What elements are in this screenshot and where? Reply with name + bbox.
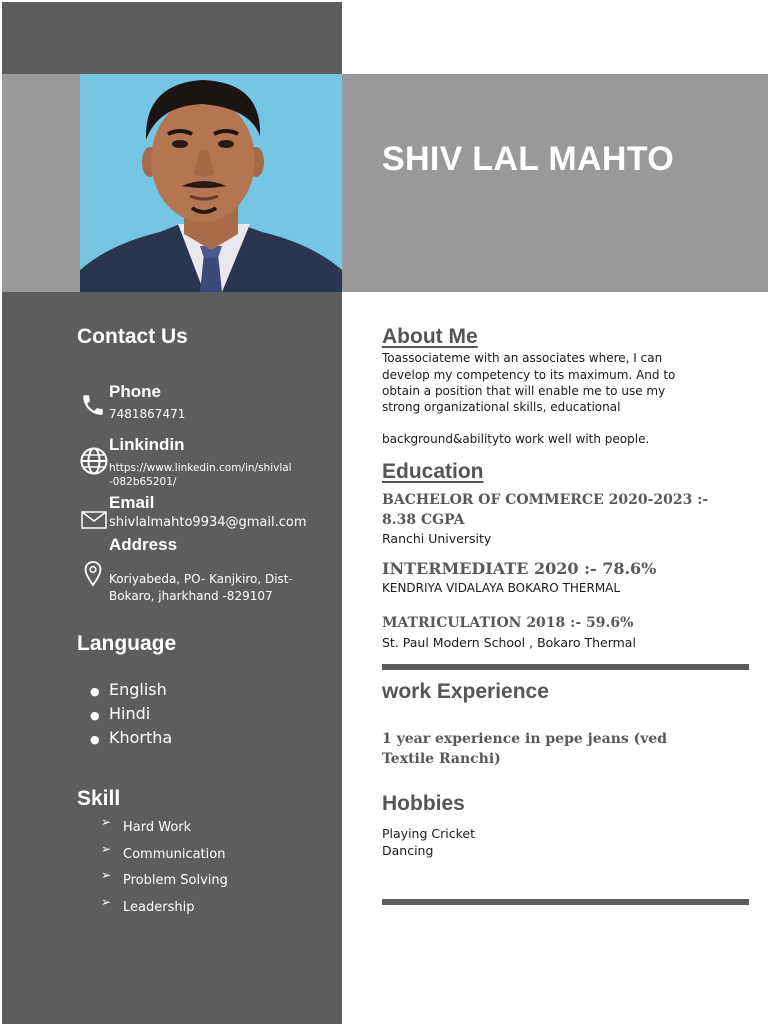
work-line: Textile Ranchi) [382, 751, 501, 767]
work-heading: work Experience [382, 680, 549, 703]
email-value[interactable]: shivlalmahto9934@gmail.com [109, 515, 307, 530]
about-line: obtain a position that will enable me to use my [382, 384, 666, 398]
language-item: English [109, 680, 167, 699]
contact-heading: Contact Us [77, 325, 188, 348]
matric-school: St. Paul Modern School , Bokaro Thermal [382, 635, 636, 650]
bachelor-title: BACHELOR OF COMMERCE 2020-2023 :- [382, 492, 709, 508]
linkedin-url-line1[interactable]: https://www.linkedin.com/in/shivlal [109, 462, 292, 474]
profile-photo [80, 74, 342, 292]
about-heading: About Me [382, 325, 478, 348]
skill-heading: Skill [77, 787, 121, 810]
skill-item: Communication [123, 847, 226, 862]
arrow-bullet-icon: ➢ [101, 815, 112, 829]
language-heading: Language [77, 632, 177, 655]
intermediate-school: KENDRIYA VIDALAYA BOKARO THERMAL [382, 581, 621, 595]
section-divider [382, 664, 749, 670]
arrow-bullet-icon: ➢ [101, 842, 112, 856]
skill-item: Hard Work [123, 820, 192, 835]
about-line: Toassociateme with an associates where, I can [382, 351, 663, 365]
about-line: develop my competency to its maximum. And to [382, 368, 676, 382]
location-pin-icon [84, 561, 102, 587]
header-band [342, 74, 768, 292]
language-item: Hindi [109, 704, 151, 723]
about-line: background&abilityto work well with people. [382, 432, 650, 446]
skill-item: Problem Solving [123, 873, 228, 888]
candidate-name: SHIV LAL MAHTO [382, 140, 674, 178]
language-item: Khortha [109, 728, 173, 747]
address-line1: Koriyabeda, PO- Kanjkiro, Dist- [109, 572, 293, 586]
arrow-bullet-icon: ➢ [101, 868, 112, 882]
about-line: strong organizational skills, educational [382, 400, 621, 414]
phone-icon [80, 392, 106, 418]
bachelor-school: Ranchi University [382, 531, 492, 546]
address-label: Address [109, 535, 178, 554]
header-band-left [2, 74, 80, 292]
globe-icon [79, 446, 109, 476]
work-line: 1 year experience in pepe jeans (ved [382, 731, 668, 747]
education-heading: Education [382, 460, 484, 483]
hobby-item: Playing Cricket [382, 826, 475, 841]
address-line2: Bokaro, jharkhand -829107 [109, 589, 273, 603]
hobby-item: Dancing [382, 843, 434, 858]
arrow-bullet-icon: ➢ [101, 895, 112, 909]
bullet-icon: ● [90, 709, 100, 722]
linkedin-url-line2[interactable]: -082b65201/ [109, 476, 177, 488]
bottom-divider [382, 899, 749, 905]
intermediate-title: INTERMEDIATE 2020 :- 78.6% [382, 559, 657, 578]
linkedin-label: Linkindin [109, 435, 185, 454]
matric-title: MATRICULATION 2018 :- 59.6% [382, 615, 634, 631]
skill-item: Leadership [123, 900, 195, 915]
phone-value[interactable]: 7481867471 [109, 407, 186, 421]
bachelor-grade: 8.38 CGPA [382, 512, 465, 528]
hobbies-heading: Hobbies [382, 792, 465, 815]
mail-icon [81, 511, 107, 529]
bullet-icon: ● [90, 685, 100, 698]
bullet-icon: ● [90, 733, 100, 746]
phone-label: Phone [109, 382, 161, 401]
email-label: Email [109, 493, 155, 512]
